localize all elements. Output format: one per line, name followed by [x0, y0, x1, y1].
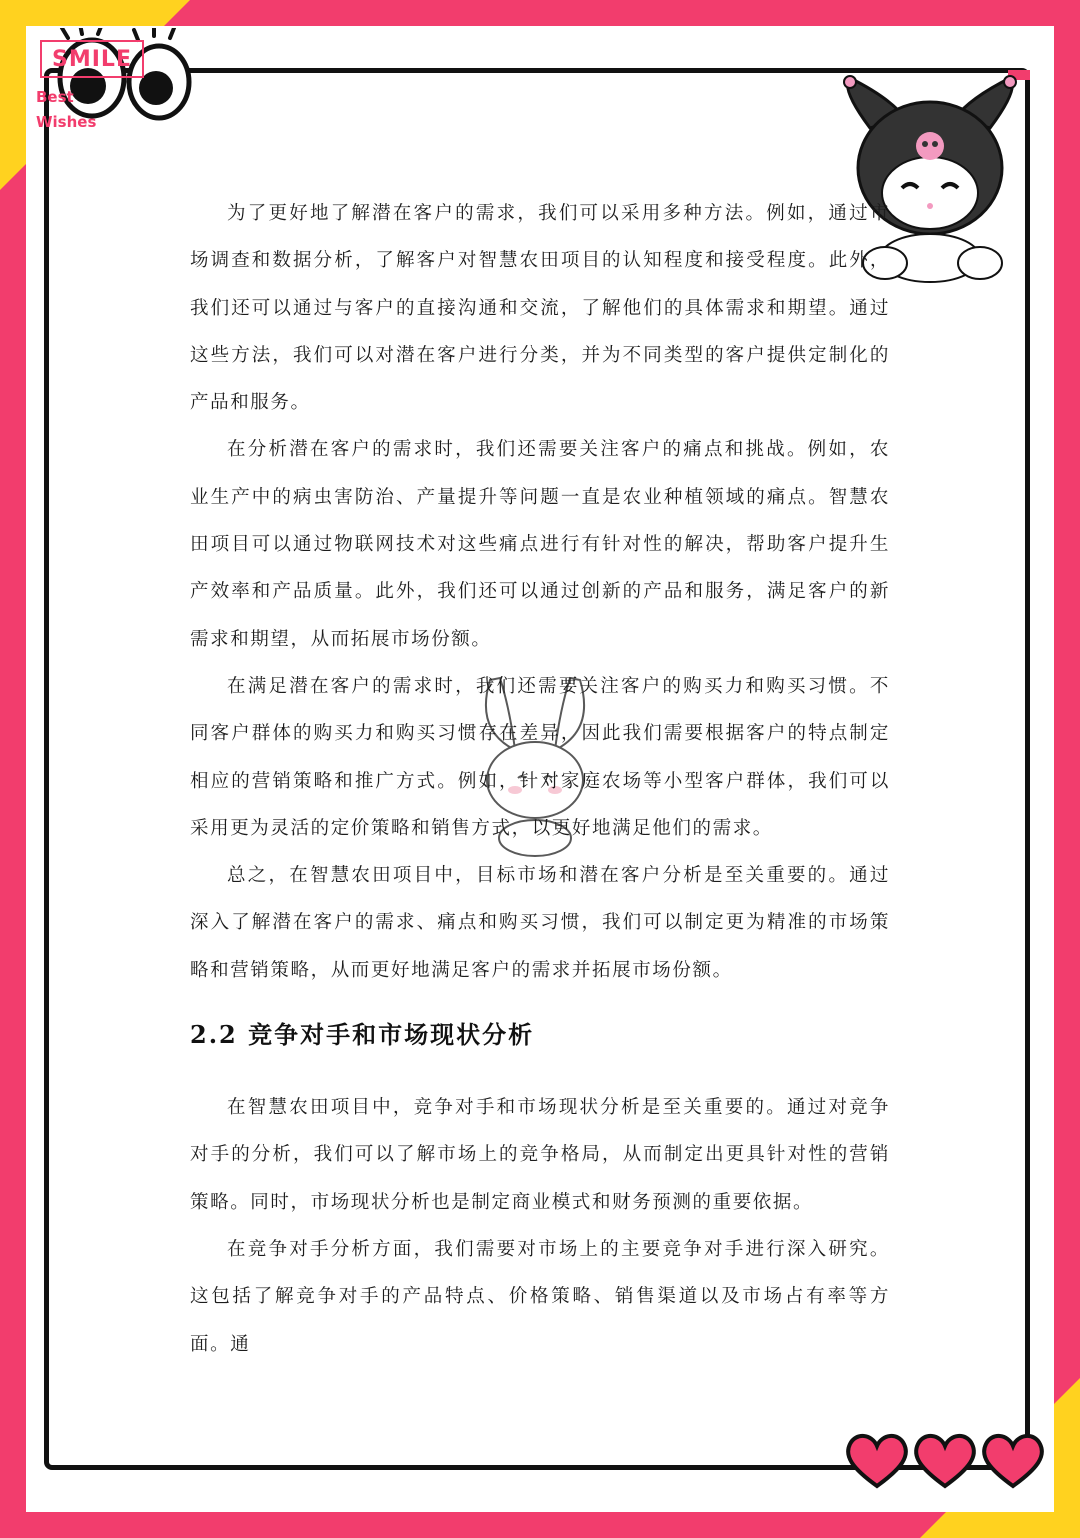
badge-title: SMILE	[40, 40, 144, 78]
heart-icon	[848, 1436, 906, 1486]
paragraph: 在满足潜在客户的需求时，我们还需要关注客户的购买力和购买习惯。不同客户群体的购买力和购买习惯存在差异，因此我们需要根据客户的特点制定相应的营销策略和推广方式。例如，针对家庭农场等小型客户群体，我们可以采用更为灵活的定价策略和销售方式，以更好地满足他们的需求。	[190, 675, 890, 839]
paragraph: 在竞争对手分析方面，我们需要对市场上的主要竞争对手进行深入研究。这包括了解竞争对手的产品特点、价格策略、销售渠道以及市场占有率等方面。通	[190, 1238, 890, 1355]
smile-badge	[34, 28, 204, 138]
badge-line-2: Wishes	[36, 113, 97, 131]
paragraph: 为了更好地了解潜在客户的需求，我们可以采用多种方法。例如，通过市场调查和数据分析，了解客户对智慧农田项目的认知程度和接受程度。此外，我们还可以通过与客户的直接沟通和交流，了解他们的具体需求和期望。通过这些方法，我们可以对潜在客户进行分类，并为不同类型的客户提供定制化的产品和服务。	[190, 203, 890, 414]
heart-icon	[984, 1436, 1042, 1486]
paragraph: 在智慧农田项目中，竞争对手和市场现状分析是至关重要的。通过对竞争对手的分析，我们可以了解市场上的竞争格局，从而制定出更具针对性的营销策略。同时，市场现状分析也是制定商业模式和财务预测的重要依据。	[190, 1097, 890, 1213]
badge-line-1: Best	[36, 88, 74, 106]
paragraph: 总之，在智慧农田项目中，目标市场和潜在客户分析是至关重要的。通过深入了解潜在客户的需求、痛点和购买习惯，我们可以制定更为精准的市场策略和营销策略，从而更好地满足客户的需求并拓展市场份额。	[190, 865, 890, 981]
hearts-decoration	[842, 1430, 1052, 1490]
heart-icon	[916, 1436, 974, 1486]
document-body	[190, 190, 890, 1368]
paragraph: 在分析潜在客户的需求时，我们还需要关注客户的痛点和挑战。例如，农业生产中的病虫害防治、产量提升等问题一直是农业种植领域的痛点。智慧农田项目可以通过物联网技术对这些痛点进行有针对性的解决，帮助客户提升生产效率和产品质量。此外，我们还可以通过创新的产品和服务，满足客户的新需求和期望，从而拓展市场份额。	[190, 439, 890, 650]
section-heading: 2.2 竞争对手和市场现状分析	[190, 1020, 535, 1050]
